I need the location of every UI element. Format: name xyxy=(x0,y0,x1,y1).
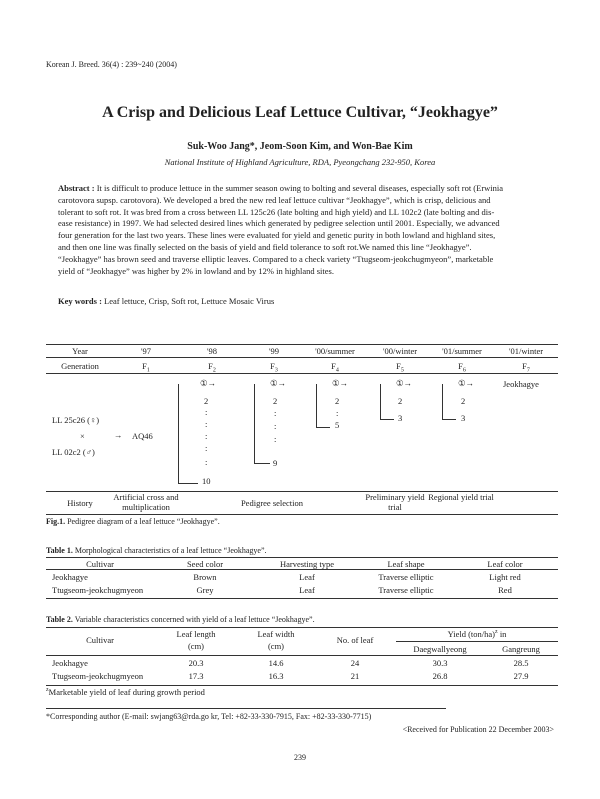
figure-caption xyxy=(46,517,220,526)
ellipsis: : xyxy=(205,457,208,467)
bracket-line xyxy=(254,463,270,464)
fig-generation-text: $F_6$ xyxy=(458,361,466,374)
circled-one-icon: ① xyxy=(332,378,340,388)
table-caption-text: Morphological characteristics of a leaf lettuce “Jeokhagye”. xyxy=(74,546,267,555)
arrow-icon: → xyxy=(403,378,413,388)
fig-year: '01/summer xyxy=(442,346,482,356)
corresponding-author: *Corresponding author (E-mail: swjang63@rda.go kr, Tel: +82-33-330-7915, Fax: +82-33-330-7715) xyxy=(46,712,372,721)
fig-generation-text: $F_2$ xyxy=(208,361,216,374)
fig-generation-text: $F_4$ xyxy=(331,361,339,374)
ellipsis: : xyxy=(274,408,277,418)
table-rule xyxy=(46,655,558,656)
fig-bottom-rule xyxy=(46,514,558,515)
paper-title: A Crisp and Delicious Leaf Lettuce Cultivar, “Jeokhagye” xyxy=(102,104,498,121)
generation-subscript: 4 xyxy=(335,367,339,374)
table-cell: 21 xyxy=(350,671,360,681)
history-stage: Artificial cross and multiplication xyxy=(113,492,179,512)
yield-header-text: Yield (ton/ha) xyxy=(447,629,496,639)
bracket-line xyxy=(178,483,198,484)
table-cell: Jeokhagye xyxy=(52,658,88,668)
fig-generation xyxy=(126,361,166,374)
parent-male: LL 02c2 (♂) xyxy=(52,447,95,457)
footnote-marker: z xyxy=(495,629,498,636)
ellipsis: : xyxy=(205,443,208,453)
table-header: Leaf width xyxy=(257,629,295,639)
fig-generation xyxy=(254,361,294,374)
history-stage: Preliminary yield trial xyxy=(365,492,425,512)
table-cell: Traverse elliptic xyxy=(378,572,434,582)
line-number: 3 xyxy=(398,413,403,423)
line-number: 2 xyxy=(461,396,466,406)
fig-year: '01/winter xyxy=(508,346,544,356)
fig-year-header: Year xyxy=(72,346,88,356)
table-cell: 14.6 xyxy=(268,658,284,668)
fig-rule xyxy=(46,357,558,358)
fig-year: '99 xyxy=(268,346,280,356)
table-rule xyxy=(46,569,558,570)
selection-mark xyxy=(200,378,216,389)
fig-generation xyxy=(496,361,556,374)
table-cell: Red xyxy=(498,585,512,595)
table-caption-label: Table 2. xyxy=(46,615,73,624)
abstract-label: Abstract : xyxy=(58,183,95,193)
table-cell: 26.8 xyxy=(432,671,448,681)
table-cell: 28.5 xyxy=(513,658,529,668)
table-caption xyxy=(46,546,267,555)
fig-generation xyxy=(370,361,430,374)
line-number: 5 xyxy=(335,420,340,430)
table-cell: Ttugseom-jeokchugmyeon xyxy=(52,671,144,681)
yield-header-suffix: in xyxy=(497,629,507,639)
fig-year: '97 xyxy=(140,346,152,356)
generation-subscript: 3 xyxy=(274,367,278,374)
table-header: Leaf color xyxy=(487,559,523,569)
ellipsis: : xyxy=(205,419,208,429)
fig-generation-text: $F_5$ xyxy=(396,361,404,374)
table-cell: Jeokhagye xyxy=(52,572,88,582)
fig-generation xyxy=(432,361,492,374)
bracket-line xyxy=(442,384,443,419)
parent-female: LL 25c26 (♀) xyxy=(52,415,100,425)
fig-generation xyxy=(305,361,365,374)
table-caption-label: Table 1. xyxy=(46,546,73,555)
bracket-line xyxy=(178,384,179,483)
bracket-line xyxy=(380,384,381,419)
selection-mark xyxy=(270,378,286,389)
generation-subscript: 5 xyxy=(400,367,404,374)
keywords-text: Leaf lettuce, Crisp, Soft rot, Lettuce Mosaic Virus xyxy=(104,296,275,306)
line-number: 2 xyxy=(273,396,278,406)
table-cell: 16.3 xyxy=(268,671,284,681)
table-header: Harvesting type xyxy=(279,559,335,569)
fig-generation-text: $F_1$ xyxy=(142,361,150,374)
ellipsis: : xyxy=(274,434,277,444)
generation-subscript: 2 xyxy=(212,367,216,374)
table-header: Gangreung xyxy=(502,644,540,654)
table-header: Leaf shape xyxy=(387,559,425,569)
table-rule xyxy=(46,557,558,558)
table-rule xyxy=(46,685,558,686)
selection-mark xyxy=(332,378,348,389)
line-number: 2 xyxy=(398,396,403,406)
figure-caption-text: Pedigree diagram of a leaf lettuce “Jeokhagye”. xyxy=(67,517,220,526)
circled-one-icon: ① xyxy=(396,378,404,388)
table-cell: 20.3 xyxy=(188,658,204,668)
abstract-line: yield of “Jeokhagye” was higher by 2% in lowland and by 12% in highland sites. xyxy=(58,265,334,276)
arrow-icon: → xyxy=(114,430,123,440)
table-header: Leaf length xyxy=(176,629,216,639)
generation-subscript: 7 xyxy=(526,367,530,374)
table-cell: Leaf xyxy=(299,572,315,582)
line-number: 10 xyxy=(202,476,211,486)
bracket-line xyxy=(316,427,330,428)
table-header-unit: (cm) xyxy=(267,641,285,651)
arrow-icon: → xyxy=(465,378,475,388)
abstract-line: four generation for the last two years. These lines were evaluated for yield and genetic purity in both lowland and highland sites, xyxy=(58,230,496,241)
bracket-line xyxy=(254,384,255,463)
footnote-marker: z xyxy=(46,687,49,694)
table-footnote-text: Marketable yield of leaf during growth period xyxy=(48,687,205,697)
journal-citation: Korean J. Breed. 36(4) : 239~240 (2004) xyxy=(46,60,177,69)
line-number: 9 xyxy=(273,458,278,468)
ellipsis: : xyxy=(205,431,208,441)
table-rule xyxy=(396,641,558,642)
line-number: 2 xyxy=(204,396,209,406)
affiliation: National Institute of Highland Agriculture, RDA, Pyeongchang 232-950, Korea xyxy=(164,157,436,167)
table-header: Daegwallyeong xyxy=(413,644,467,654)
table-cell: 30.3 xyxy=(432,658,448,668)
history-stage: Regional yield trial xyxy=(428,492,494,502)
table-cell: 17.3 xyxy=(188,671,204,681)
history-stage: Pedigree selection xyxy=(240,498,304,508)
final-cultivar: Jeokhagye xyxy=(503,379,539,389)
abstract-line: and then one line was finally selected on the basis of yield and field tolerance to soft rot.We named this line “Jeokhagye”. xyxy=(58,241,472,252)
selection-mark xyxy=(458,378,474,389)
table-header: Seed color xyxy=(186,559,224,569)
fig-year: '98 xyxy=(206,346,218,356)
table-caption xyxy=(46,615,315,624)
table-cell: Brown xyxy=(193,572,217,582)
table-rule xyxy=(46,598,558,599)
table-footnote xyxy=(46,687,205,697)
circled-one-icon: ① xyxy=(200,378,208,388)
fig-top-rule xyxy=(46,344,558,345)
history-header: History xyxy=(67,498,93,508)
abstract-line: carotovora supsp. carotovora). We developed a bred the new red leaf lettuce cultivar “Jeokhagye”, which is crisp, delicious and xyxy=(58,194,491,205)
fig-year: '00/summer xyxy=(315,346,355,356)
table-header: Cultivar xyxy=(86,559,114,569)
line-number: 2 xyxy=(335,396,340,406)
keywords xyxy=(58,296,274,306)
authors: Suk-Woo Jang*, Jeom-Soon Kim, and Won-Bae Kim xyxy=(187,141,413,152)
table-cell: 27.9 xyxy=(513,671,529,681)
abstract-line: “Jeokhagye” has brown seed and traverse elliptic leaves. Compared to a check variety “Ttugseom-jeokchugmyeon”, marketable xyxy=(58,253,494,264)
ellipsis: : xyxy=(336,408,339,418)
table-cell: Light red xyxy=(489,572,521,582)
arrow-icon: → xyxy=(339,378,349,388)
table-cell: Traverse elliptic xyxy=(378,585,434,595)
footnote-rule xyxy=(46,708,446,709)
table-cell: Leaf xyxy=(299,585,315,595)
cross-result: AQ46 xyxy=(132,431,153,441)
fig-generation-text: $F_3$ xyxy=(270,361,278,374)
table-header: Cultivar xyxy=(86,635,114,645)
cross-symbol: × xyxy=(80,431,85,441)
arrow-icon: → xyxy=(277,378,287,388)
fig-generation xyxy=(192,361,232,374)
table-header xyxy=(396,629,558,639)
table-header-unit: (cm) xyxy=(187,641,205,651)
bracket-line xyxy=(316,384,317,427)
table-cell: Ttugseom-jeokchugmyeon xyxy=(52,585,144,595)
circled-one-icon: ① xyxy=(270,378,278,388)
figure-caption-label: Fig.1. xyxy=(46,517,66,526)
generation-subscript: 6 xyxy=(462,367,466,374)
circled-one-icon: ① xyxy=(458,378,466,388)
fig-generation-header: Generation xyxy=(61,361,99,371)
ellipsis: : xyxy=(274,421,277,431)
ellipsis: : xyxy=(205,407,208,417)
generation-subscript: 1 xyxy=(146,367,150,374)
abstract-line: tolerant to soft rot. It was bred from a cross between LL 125c26 (late bolting and high yield) and LL 102c2 (late bolting and dis- xyxy=(58,206,495,217)
table-caption-text: Variable characteristics concerned with yield of a leaf lettuce “Jeokhagye”. xyxy=(74,615,315,624)
abstract-line: It is difficult to produce lettuce in the summer season owing to bolting and several diseases, especially soft rot (Erwinia xyxy=(96,183,504,193)
fig-year: '00/winter xyxy=(382,346,418,356)
table-header: No. of leaf xyxy=(336,635,374,645)
arrow-icon: → xyxy=(207,378,217,388)
bracket-line xyxy=(442,419,456,420)
table-cell: 24 xyxy=(350,658,360,668)
page-number: 239 xyxy=(294,753,306,762)
abstract xyxy=(58,183,544,277)
keywords-label: Key words : xyxy=(58,296,102,306)
abstract-line: ease resistance) in 1997. We had selected desired lines which generated by pedigree selection until 2001. Especially, we advanced xyxy=(58,218,500,229)
table-rule xyxy=(46,627,558,628)
received-date: <Received for Publication 22 December 2003> xyxy=(402,725,554,734)
line-number: 3 xyxy=(461,413,466,423)
selection-mark xyxy=(396,378,412,389)
bracket-line xyxy=(380,419,394,420)
table-cell: Grey xyxy=(196,585,214,595)
fig-generation-text: $F_7$ xyxy=(522,361,530,374)
